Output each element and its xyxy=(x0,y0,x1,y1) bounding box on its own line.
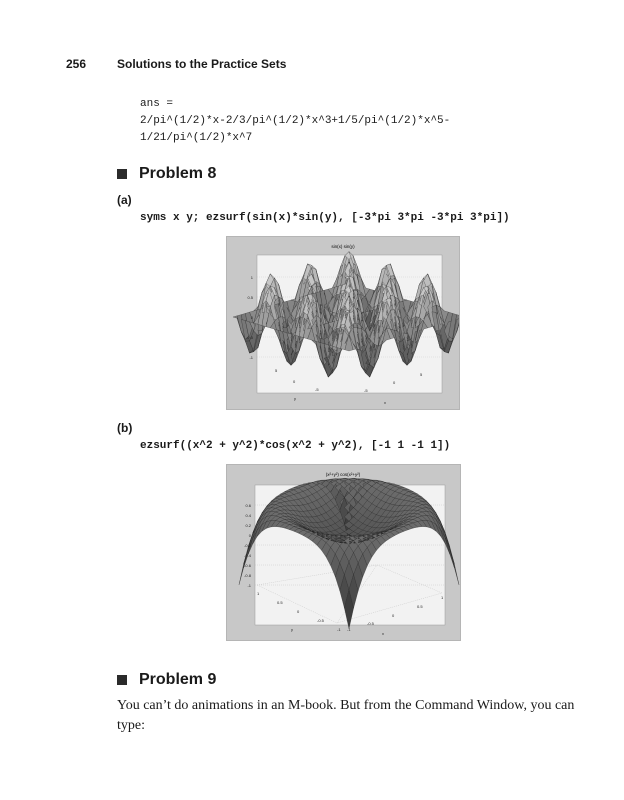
x-tick-label: 0 xyxy=(392,613,395,618)
z-tick-label: -0.5 xyxy=(246,335,253,340)
bullet-square-icon xyxy=(117,675,127,685)
z-tick-label: -0.2 xyxy=(244,543,251,548)
z-tick-label: -0.4 xyxy=(244,553,251,558)
z-tick-label: -1 xyxy=(249,355,253,360)
y-tick-label: 0.5 xyxy=(277,600,283,605)
problem-8-heading xyxy=(117,165,216,183)
running-title: Solutions to the Practice Sets xyxy=(117,57,287,71)
x-tick-label: -1 xyxy=(347,627,351,632)
y-axis-label: y xyxy=(291,627,293,632)
z-tick-label: 0.4 xyxy=(245,513,251,518)
x-tick-label: 1 xyxy=(441,595,444,600)
x-tick-label: 5 xyxy=(420,372,423,377)
y-tick-label: 5 xyxy=(275,368,278,373)
z-tick-label: 0 xyxy=(248,533,251,538)
problem-8-title: Problem 8 xyxy=(139,165,217,182)
y-axis-label: y xyxy=(294,396,296,401)
ans-line-1: 2/pi^(1/2)*x-2/3/pi^(1/2)*x^3+1/5/pi^(1/2)*x^5- xyxy=(140,115,451,127)
y-tick-label: 0 xyxy=(297,609,300,614)
ans-line-2: 1/21/pi^(1/2)*x^7 xyxy=(140,132,253,144)
surface-patch xyxy=(445,538,454,568)
part-a-code: syms x y; ezsurf(sin(x)*sin(y), [-3*pi 3*pi -3*pi 3*pi]) xyxy=(140,212,510,224)
figure-b xyxy=(226,464,461,641)
figure-a-title: sin(x) sin(y) xyxy=(331,244,355,249)
x-axis-label: x xyxy=(382,631,384,636)
z-tick-label: 0 xyxy=(250,315,253,320)
x-axis-label: x xyxy=(384,400,386,405)
y-tick-label: 0 xyxy=(293,379,296,384)
x-tick-label: -0.5 xyxy=(367,621,374,626)
z-tick-label: -0.6 xyxy=(244,563,251,568)
bullet-square-icon xyxy=(117,169,127,179)
surface-patch xyxy=(450,549,459,585)
y-tick-label: -1 xyxy=(337,627,341,632)
figure-a xyxy=(226,236,460,410)
part-b-code: ezsurf((x^2 + y^2)*cos(x^2 + y^2), [-1 1 -1 1]) xyxy=(140,440,451,452)
y-tick-label: -0.5 xyxy=(317,618,324,623)
problem-9-text: You can’t do animations in an M-book. But from the Command Window, you can type: xyxy=(117,698,575,733)
part-a-label: (a) xyxy=(117,193,132,207)
figure-b-plot xyxy=(227,465,460,640)
z-tick-label: -0.8 xyxy=(244,573,251,578)
y-tick-label: -5 xyxy=(315,387,319,392)
x-tick-label: 0.5 xyxy=(417,604,423,609)
x-tick-label: 0 xyxy=(393,380,396,385)
ans-label: ans = xyxy=(140,98,174,110)
page-number: 256 xyxy=(66,57,87,71)
problem-9-title: Problem 9 xyxy=(139,671,217,688)
z-tick-label: 0.5 xyxy=(247,295,253,300)
figure-a-plot xyxy=(227,237,459,409)
part-b-label: (b) xyxy=(117,421,133,435)
z-tick-label: 0.6 xyxy=(245,503,251,508)
z-tick-label: 1 xyxy=(250,275,253,280)
figure-b-title: (x²+y²) cos(x²+y²) xyxy=(325,472,361,477)
y-tick-label: 1 xyxy=(257,591,260,596)
problem-9-heading xyxy=(117,671,216,689)
x-tick-label: -5 xyxy=(364,388,368,393)
z-tick-label: 0.2 xyxy=(245,523,251,528)
z-tick-label: -1 xyxy=(247,583,251,588)
